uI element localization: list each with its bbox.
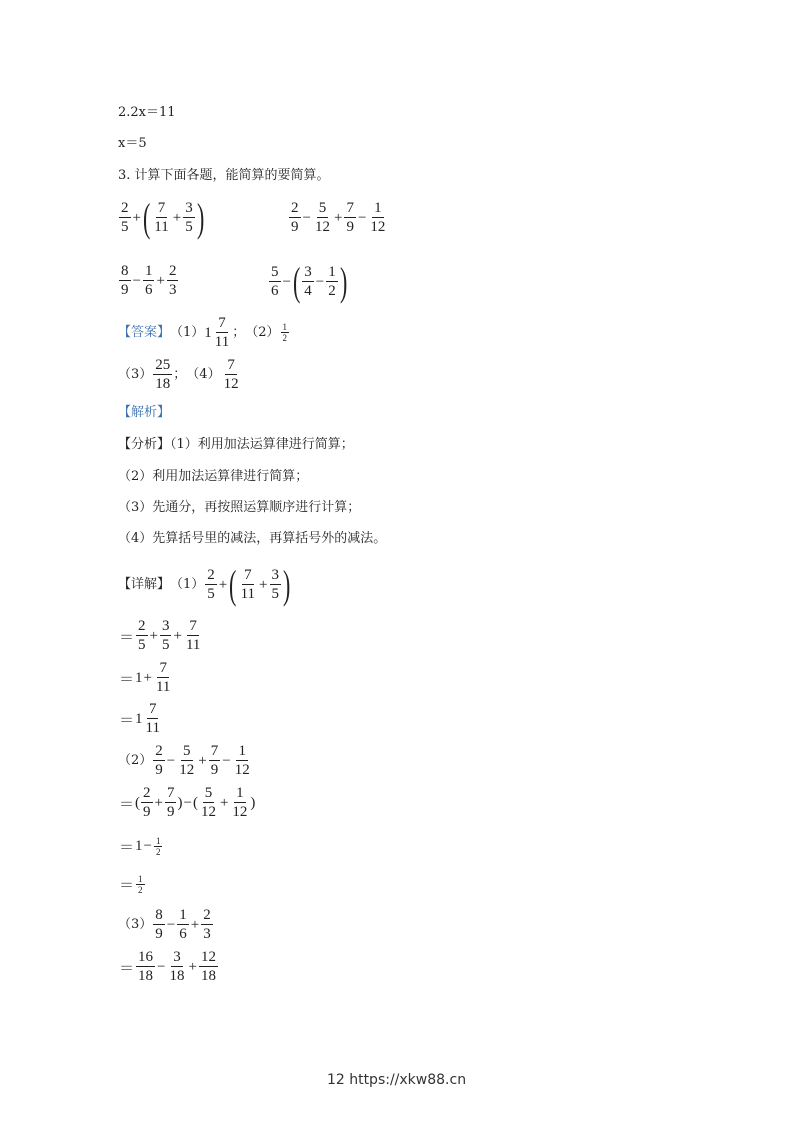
detail-step: ＝ 1 $\frac{7}{11}$ (119, 701, 160, 736)
answer-line-1: 【答案】 （1） 1 $\frac{7}{11}$ ； （2） $\frac{1}{2}$ (118, 315, 288, 350)
analysis-line-1: 【分析】（1）利用加法运算律进行简算； (118, 437, 354, 452)
question-title: 3. 计算下面各题，能简算的要简算。 (118, 168, 330, 183)
fraction: $\frac{7}{11}$ (154, 200, 169, 235)
detail-step: ＝ 1 − $\frac{1}{2}$ (119, 835, 161, 857)
answer-line-2: （3） $\frac{25}{18}$ ； （4） $\frac{7}{12}$ (118, 357, 239, 392)
detail-step-1-header: 【详解】 （1） $\frac{2}{5}$ + ( $\frac{7}{11}$ + $\frac{3}{5}$ ) (118, 562, 291, 607)
detail-step: ＝ ( $\frac{2}{9}$ + $\frac{7}{9}$ ) − ( $\frac{5}{12}$ + $\frac{1}{12}$ ) (119, 785, 256, 820)
problem-2: $\frac{2}{9}$ − $\frac{5}{12}$ + $\frac{7}{9}$ − $\frac{1}{12}$ (291, 200, 386, 235)
analysis-line-4: （4）先算括号里的减法，再算括号外的减法。 (118, 531, 387, 546)
detail-step-2-header: （2） $\frac{2}{9}$ − $\frac{5}{12}$ + $\frac{7}{9}$ − $\frac{1}{12}$ (118, 743, 250, 778)
detail-step: ＝ $\frac{16}{18}$ − $\frac{3}{18}$ + $\frac{12}{18}$ (119, 949, 216, 984)
detail-step-3-header: （3） $\frac{8}{9}$ − $\frac{1}{6}$ + $\frac{2}{3}$ (118, 907, 211, 942)
fraction: $\frac{3}{5}$ (185, 200, 193, 235)
answer-tag: 【答案】 (118, 325, 171, 340)
problem-3: $\frac{8}{9}$ − $\frac{1}{6}$ + $\frac{2}{3}$ (121, 263, 177, 298)
equation-line: 2.2x＝11 (118, 105, 176, 120)
analysis-tag: 【解析】 (118, 405, 171, 420)
detail-step: ＝ 1 + $\frac{7}{11}$ (119, 660, 171, 695)
problem-4: $\frac{5}{6}$ − ( $\frac{3}{4}$ − $\frac{1}{2}$ ) (271, 259, 348, 304)
detail-step: ＝ $\frac{2}{5}$ + $\frac{3}{5}$ + $\frac{7}{11}$ (119, 618, 201, 653)
solution-line: x＝5 (118, 136, 147, 151)
fraction: $\frac{2}{5}$ (121, 200, 129, 235)
page-footer: 12 https://xkw88.cn (326, 1072, 467, 1088)
analysis-line-3: （3）先通分，再按照运算顺序进行计算； (118, 500, 361, 515)
detail-step: ＝ $\frac{1}{2}$ (119, 873, 143, 895)
problem-1: $\frac{2}{5}$ + ( $\frac{7}{11}$ + $\frac{3}{5}$ ) (121, 195, 205, 240)
analysis-line-2: （2）利用加法运算律进行简算； (118, 469, 309, 484)
